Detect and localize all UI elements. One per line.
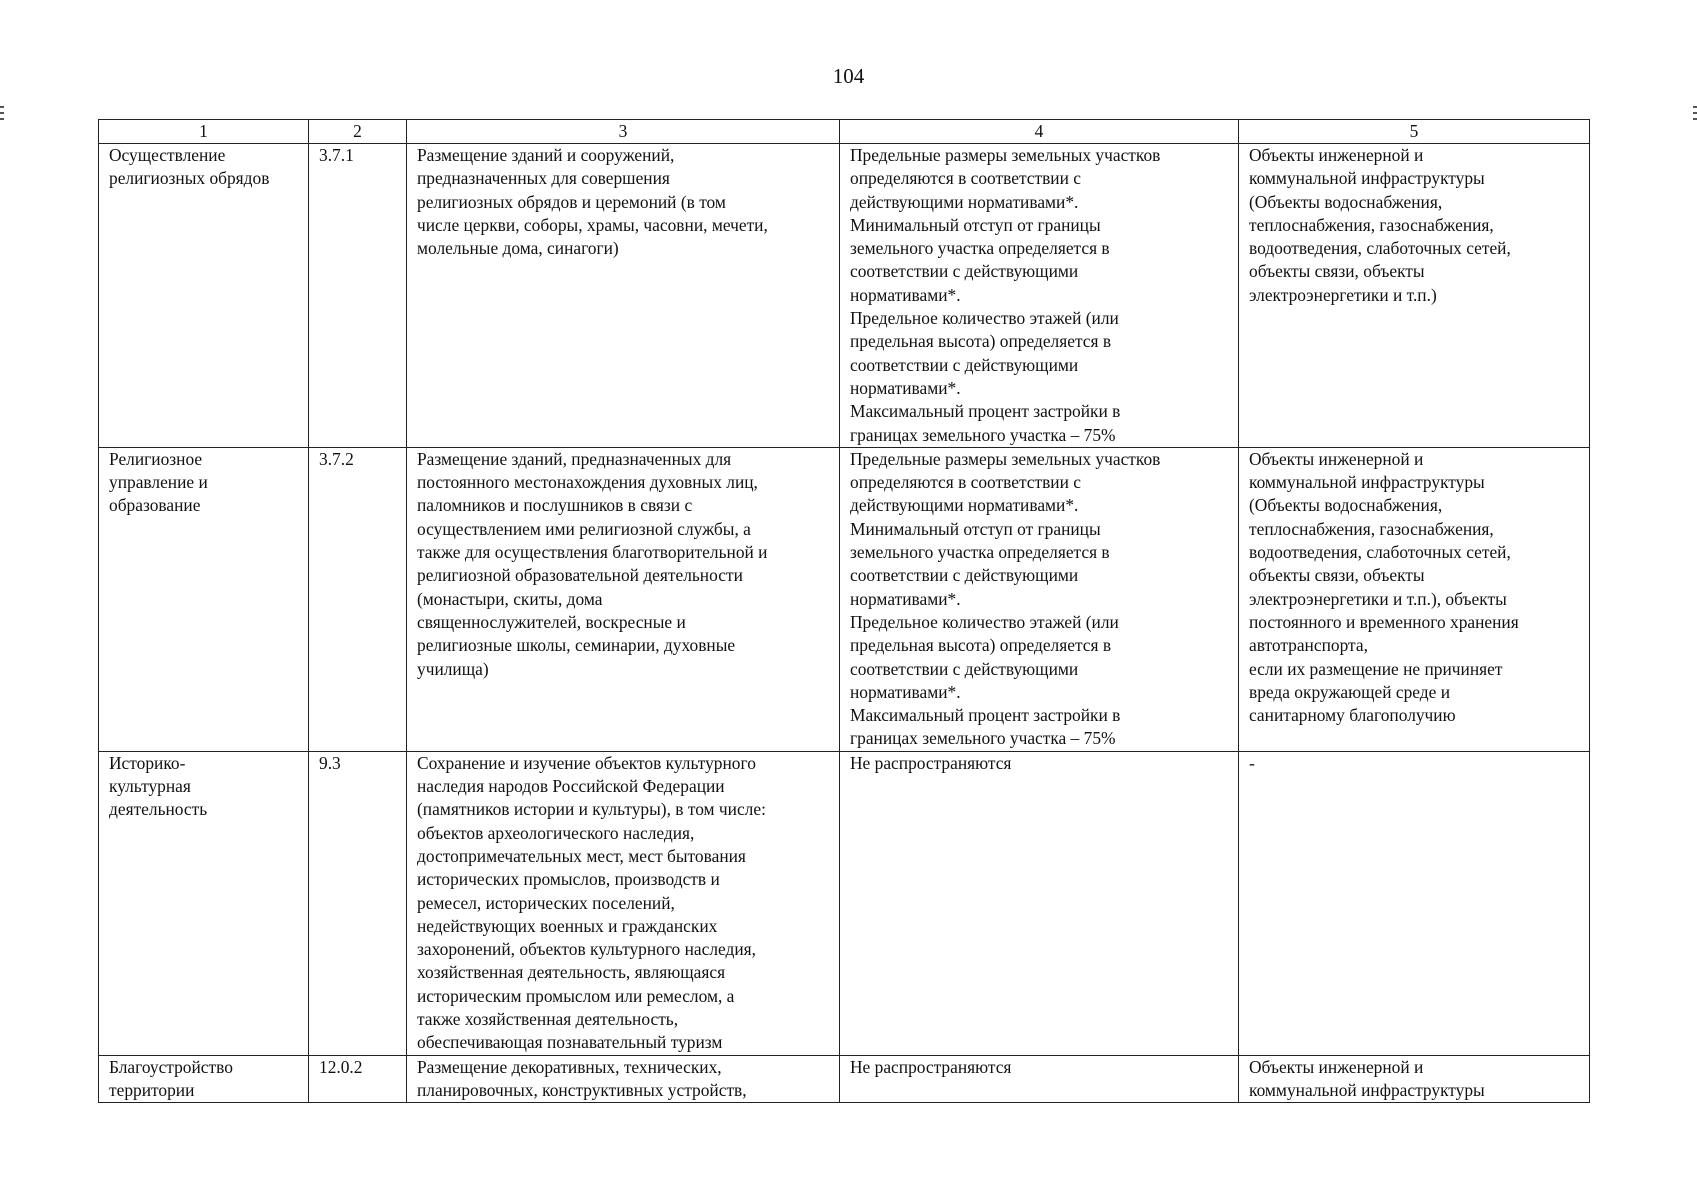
use-description-cell: Размещение декоративных, технических, планировочных, конструктивных устройств,: [407, 1055, 840, 1103]
auxiliary-uses-cell: Объекты инженерной и коммунальной инфраструктуры (Объекты водоснабжения, теплоснабжения, газоснабжения, водоотведения, слаботочных сетей, объекты связи, объекты электроэнергетики и т.п.), объекты постоянного и временного хранения автотранспорта, если их размещение не причиняет вреда окружающей среде и санитарному благополучию: [1239, 447, 1590, 751]
auxiliary-uses-cell: Объекты инженерной и коммунальной инфраструктуры: [1239, 1055, 1590, 1103]
parameters-cell: Предельные размеры земельных участков определяются в соответствии с действующими нормативами*. Минимальный отступ от границы земельного участка определяется в соответствии с действующими нормативами*. Предельное количество этажей (или предельная высота) определяется в соответствии с действующими нормативами*. Максимальный процент застройки в границах земельного участка – 75%: [840, 447, 1239, 751]
use-code-cell: 12.0.2: [309, 1055, 407, 1103]
column-header-3: 3: [407, 120, 840, 144]
column-header-1: 1: [99, 120, 309, 144]
parameters-cell: Не распространяются: [840, 1055, 1239, 1103]
table-row: [99, 144, 1590, 448]
use-name-cell: Осуществление религиозных обрядов: [99, 144, 309, 448]
table-row: [99, 751, 1590, 1055]
parameters-cell: Предельные размеры земельных участков определяются в соответствии с действующими нормативами*. Минимальный отступ от границы земельного участка определяется в соответствии с действующими нормативами*. Предельное количество этажей (или предельная высота) определяется в соответствии с действующими нормативами*. Максимальный процент застройки в границах земельного участка – 75%: [840, 144, 1239, 448]
use-name-cell: Религиозное управление и образование: [99, 447, 309, 751]
right-edge-mark: [1693, 106, 1697, 108]
use-code-cell: 3.7.1: [309, 144, 407, 448]
land-use-table: [98, 119, 1590, 1103]
left-edge-mark: [0, 118, 4, 120]
use-description-cell: Сохранение и изучение объектов культурного наследия народов Российской Федерации (памятников истории и культуры), в том числе: объектов археологического наследия, достопримечательных мест, мест бытования исторических промыслов, производств и ремесел, исторических поселений, недействующих военных и гражданских захоронений, объектов культурного наследия, хозяйственная деятельность, являющаяся историческим промыслом или ремеслом, а также хозяйственная деятельность, обеспечивающая познавательный туризм: [407, 751, 840, 1055]
header-row: [99, 120, 1590, 144]
column-header-4: 4: [840, 120, 1239, 144]
table-row: [99, 1055, 1590, 1103]
use-description-cell: Размещение зданий, предназначенных для постоянного местонахождения духовных лиц, паломников и послушников в связи с осуществлением ими религиозной службы, а также для осуществления благотворительной и религиозной образовательной деятельности (монастыри, скиты, дома священнослужителей, воскресные и религиозные школы, семинарии, духовные училища): [407, 447, 840, 751]
column-header-2: 2: [309, 120, 407, 144]
left-edge-mark: [0, 106, 4, 108]
table-row: [99, 447, 1590, 751]
use-code-cell: 9.3: [309, 751, 407, 1055]
auxiliary-uses-cell: -: [1239, 751, 1590, 1055]
use-name-cell: Историко- культурная деятельность: [99, 751, 309, 1055]
right-edge-mark: [1693, 118, 1697, 120]
left-edge-mark: [0, 112, 4, 114]
page-number: 104: [832, 64, 865, 88]
use-name-cell: Благоустройство территории: [99, 1055, 309, 1103]
auxiliary-uses-cell: Объекты инженерной и коммунальной инфраструктуры (Объекты водоснабжения, теплоснабжения, газоснабжения, водоотведения, слаботочных сетей, объекты связи, объекты электроэнергетики и т.п.): [1239, 144, 1590, 448]
parameters-cell: Не распространяются: [840, 751, 1239, 1055]
column-header-5: 5: [1239, 120, 1590, 144]
use-code-cell: 3.7.2: [309, 447, 407, 751]
right-edge-mark: [1693, 112, 1697, 114]
use-description-cell: Размещение зданий и сооружений, предназначенных для совершения религиозных обрядов и церемоний (в том числе церкви, соборы, храмы, часовни, мечети, молельные дома, синагоги): [407, 144, 840, 448]
